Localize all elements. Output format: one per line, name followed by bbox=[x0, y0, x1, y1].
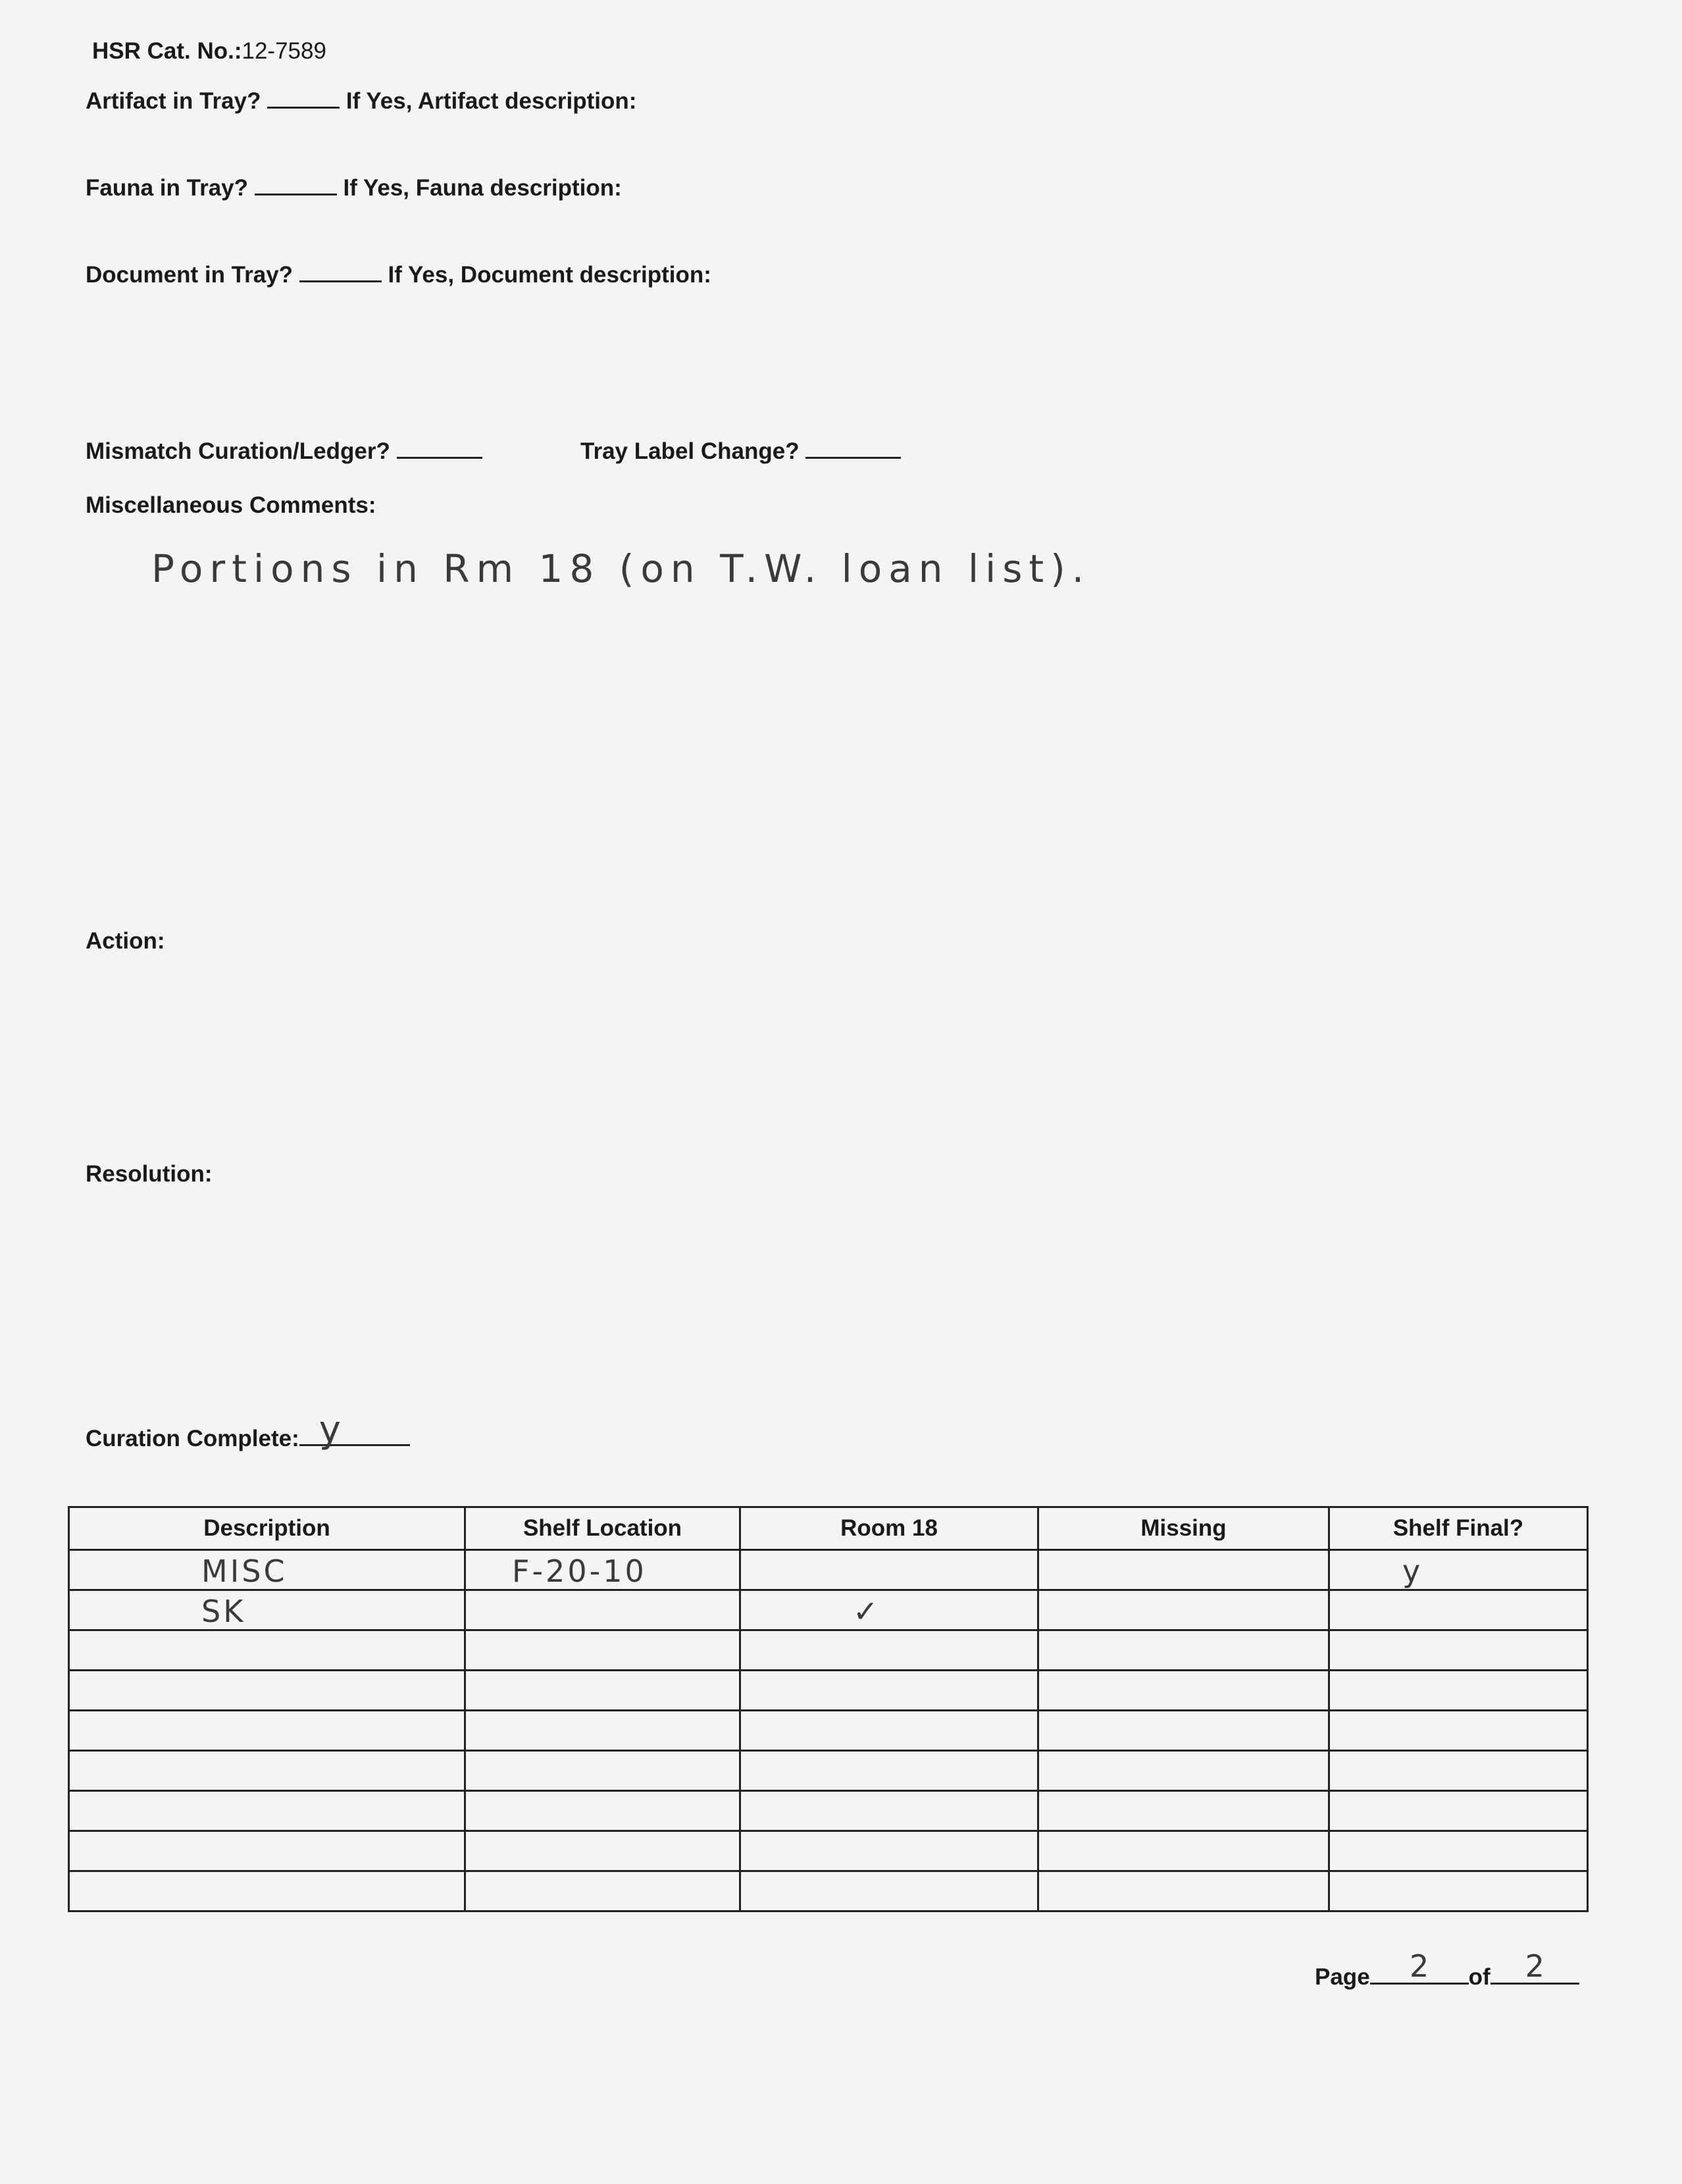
cell-value: y bbox=[1402, 1553, 1423, 1589]
tray-label-question bbox=[580, 436, 901, 465]
artifact-question bbox=[86, 86, 636, 115]
cell-missing[interactable] bbox=[1038, 1671, 1329, 1711]
page-label: Page bbox=[1315, 1964, 1370, 1990]
cell-description[interactable] bbox=[69, 1590, 465, 1630]
cell-value: MISC bbox=[201, 1553, 288, 1589]
cell-shelf-final[interactable] bbox=[1329, 1590, 1588, 1630]
cell-room-18[interactable] bbox=[740, 1590, 1038, 1630]
cell-missing[interactable] bbox=[1038, 1711, 1329, 1751]
cell-description[interactable] bbox=[69, 1751, 465, 1791]
table-row bbox=[69, 1831, 1588, 1871]
cell-room-18[interactable] bbox=[740, 1711, 1038, 1751]
tray-contents-table bbox=[68, 1506, 1589, 1912]
fauna-blank[interactable] bbox=[255, 172, 337, 195]
fauna-description-label: If Yes, Fauna description: bbox=[343, 175, 622, 201]
table-row bbox=[69, 1550, 1588, 1590]
cell-shelf-location[interactable] bbox=[465, 1711, 740, 1751]
curation-complete-line bbox=[86, 1409, 410, 1452]
cell-missing[interactable] bbox=[1038, 1751, 1329, 1791]
cell-description[interactable] bbox=[69, 1671, 465, 1711]
header-room-18: Room 18 bbox=[740, 1507, 1038, 1550]
cell-shelf-location[interactable] bbox=[465, 1630, 740, 1671]
document-question bbox=[86, 259, 711, 288]
catalog-number-label: HSR Cat. No.: bbox=[92, 38, 242, 64]
resolution-label: Resolution: bbox=[86, 1161, 213, 1187]
cell-description[interactable] bbox=[69, 1871, 465, 1911]
of-label: of bbox=[1468, 1964, 1491, 1990]
cell-missing[interactable] bbox=[1038, 1630, 1329, 1671]
misc-comments-handwritten: Portions in Rm 18 (on T.W. loan list). bbox=[151, 546, 1091, 591]
fauna-label: Fauna in Tray? bbox=[86, 175, 248, 201]
page-total-value: 2 bbox=[1525, 1948, 1544, 1984]
artifact-label: Artifact in Tray? bbox=[86, 88, 261, 114]
fauna-question bbox=[86, 172, 622, 201]
page-total-blank bbox=[1491, 1948, 1579, 1985]
cell-missing[interactable] bbox=[1038, 1791, 1329, 1831]
artifact-blank[interactable] bbox=[267, 86, 340, 109]
curation-complete-value: y bbox=[319, 1409, 341, 1451]
header-shelf-final: Shelf Final? bbox=[1329, 1507, 1588, 1550]
table-row bbox=[69, 1871, 1588, 1911]
cell-shelf-location[interactable] bbox=[465, 1871, 740, 1911]
cell-shelf-location[interactable] bbox=[465, 1751, 740, 1791]
cell-shelf-final[interactable] bbox=[1329, 1751, 1588, 1791]
curation-complete-blank[interactable] bbox=[299, 1409, 410, 1451]
cell-room-18[interactable] bbox=[740, 1751, 1038, 1791]
tray-label-blank[interactable] bbox=[805, 436, 901, 459]
table-row bbox=[69, 1590, 1588, 1630]
table-row bbox=[69, 1751, 1588, 1791]
cell-description[interactable] bbox=[69, 1550, 465, 1590]
artifact-description-label: If Yes, Artifact description: bbox=[345, 88, 637, 114]
cell-room-18[interactable] bbox=[740, 1671, 1038, 1711]
header-shelf-location: Shelf Location bbox=[465, 1507, 740, 1550]
cell-room-18[interactable] bbox=[740, 1630, 1038, 1671]
cell-shelf-location[interactable] bbox=[465, 1791, 740, 1831]
cell-room-18[interactable] bbox=[740, 1871, 1038, 1911]
table-row bbox=[69, 1630, 1588, 1671]
cell-description[interactable] bbox=[69, 1630, 465, 1671]
cell-room-18[interactable] bbox=[740, 1791, 1038, 1831]
document-blank[interactable] bbox=[299, 259, 382, 282]
curation-complete-label: Curation Complete: bbox=[86, 1426, 299, 1451]
cell-shelf-final[interactable] bbox=[1329, 1671, 1588, 1711]
mismatch-question bbox=[86, 436, 482, 465]
table-row bbox=[69, 1711, 1588, 1751]
cell-missing[interactable] bbox=[1038, 1550, 1329, 1590]
cell-shelf-final[interactable] bbox=[1329, 1871, 1588, 1911]
cell-shelf-location[interactable] bbox=[465, 1550, 740, 1590]
page-number-value: 2 bbox=[1410, 1948, 1429, 1984]
cell-shelf-location[interactable] bbox=[465, 1831, 740, 1871]
cell-shelf-final[interactable] bbox=[1329, 1791, 1588, 1831]
page-indicator bbox=[1315, 1948, 1579, 1990]
tray-label-label: Tray Label Change? bbox=[580, 438, 800, 464]
table-row bbox=[69, 1671, 1588, 1711]
table-row bbox=[69, 1791, 1588, 1831]
cell-shelf-location[interactable] bbox=[465, 1671, 740, 1711]
document-label: Document in Tray? bbox=[86, 262, 293, 288]
cell-shelf-final[interactable] bbox=[1329, 1550, 1588, 1590]
cell-shelf-final[interactable] bbox=[1329, 1831, 1588, 1871]
header-missing: Missing bbox=[1038, 1507, 1329, 1550]
header-description: Description bbox=[69, 1507, 465, 1550]
cell-description[interactable] bbox=[69, 1791, 465, 1831]
cell-room-18[interactable] bbox=[740, 1550, 1038, 1590]
cell-value: F-20-10 bbox=[512, 1553, 647, 1589]
cell-shelf-location[interactable] bbox=[465, 1590, 740, 1630]
cell-description[interactable] bbox=[69, 1831, 465, 1871]
catalog-number-value: 12-7589 bbox=[242, 38, 326, 64]
cell-shelf-final[interactable] bbox=[1329, 1630, 1588, 1671]
action-label: Action: bbox=[86, 928, 165, 954]
cell-description[interactable] bbox=[69, 1711, 465, 1751]
mismatch-label: Mismatch Curation/Ledger? bbox=[86, 438, 390, 464]
misc-comments-label: Miscellaneous Comments: bbox=[86, 492, 376, 518]
cell-value: SK bbox=[201, 1594, 246, 1629]
catalog-number-line bbox=[92, 38, 326, 65]
page-number-blank bbox=[1370, 1948, 1469, 1985]
cell-missing[interactable] bbox=[1038, 1871, 1329, 1911]
cell-missing[interactable] bbox=[1038, 1590, 1329, 1630]
document-description-label: If Yes, Document description: bbox=[388, 262, 711, 288]
cell-shelf-final[interactable] bbox=[1329, 1711, 1588, 1751]
mismatch-blank[interactable] bbox=[397, 436, 482, 459]
cell-room-18[interactable] bbox=[740, 1831, 1038, 1871]
cell-missing[interactable] bbox=[1038, 1831, 1329, 1871]
cell-value: ✓ bbox=[853, 1594, 881, 1629]
table-header-row bbox=[69, 1507, 1588, 1550]
